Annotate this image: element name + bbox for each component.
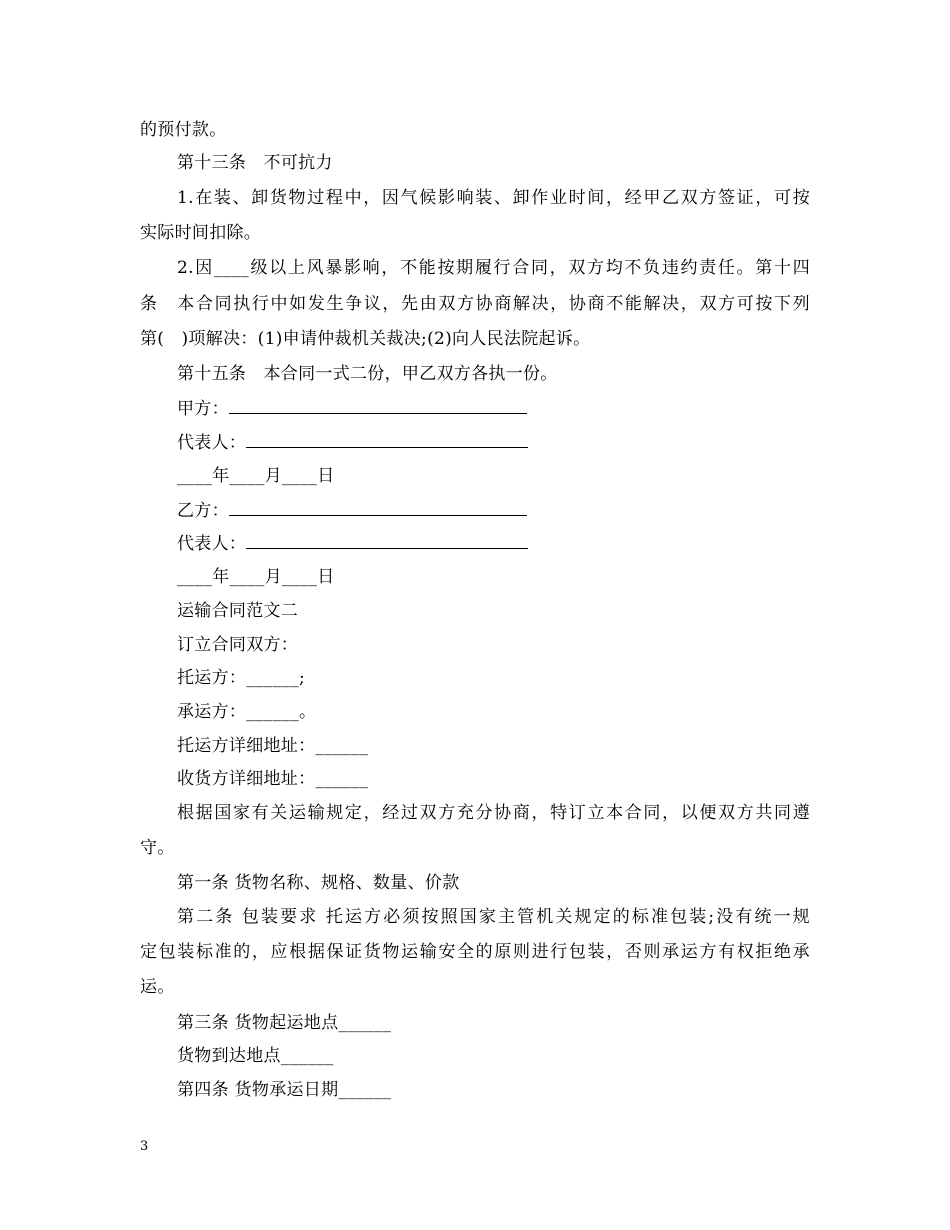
signature-line (246, 432, 528, 448)
carrier-line: 承运方：______。 (177, 702, 317, 722)
representative-label: 代表人： (177, 534, 247, 554)
article-heading: 第十五条 本合同一式二份，甲乙双方各执一份。 (177, 364, 558, 384)
article-heading: 第一条 货物名称、规格、数量、价款 (177, 873, 460, 893)
shipper-line: 托运方：______; (177, 668, 306, 688)
date-line: ____年____月____日 (177, 567, 335, 587)
text-line: 守。 (140, 838, 175, 858)
date-line: ____年____月____日 (177, 466, 335, 486)
section-title: 运输合同范文二 (177, 601, 299, 621)
text-line: 1.在装、卸货物过程中，因气候影响装、卸作业时间，经甲乙双方签证，可按 (177, 188, 810, 208)
party-b-signature-row (177, 500, 527, 522)
text-line: 实际时间扣除。 (140, 223, 262, 243)
article-heading: 第十三条 不可抗力 (177, 153, 333, 173)
text-line: 第二条 包装要求 托运方必须按照国家主管机关规定的标准包装;没有统一规 (177, 907, 810, 927)
article-heading: 第四条 货物承运日期______ (177, 1080, 392, 1100)
signature-line (229, 398, 527, 414)
signature-line (229, 500, 527, 516)
text-line: 货物到达地点______ (177, 1046, 334, 1066)
text-line: 2.因____级以上风暴影响，不能按期履行合同，双方均不负违约责任。第十四 (177, 258, 810, 278)
text-line: 的预付款。 (140, 120, 227, 140)
representative-b-signature-row (177, 533, 528, 555)
party-a-label: 甲方： (177, 399, 229, 419)
shipper-address-line: 托运方详细地址：______ (177, 736, 369, 756)
signature-line (246, 533, 528, 549)
text-line: 订立合同双方： (177, 635, 299, 655)
page-number: 3 (140, 1139, 149, 1154)
text-line: 第( )项解决：(1)申请仲裁机关裁决;(2)向人民法院起诉。 (140, 329, 591, 349)
text-line: 条 本合同执行中如发生争议，先由双方协商解决，协商不能解决，双方可按下列 (140, 294, 810, 314)
representative-label: 代表人： (177, 433, 247, 453)
party-a-signature-row (177, 398, 527, 420)
text-line: 定包装标准的，应根据保证货物运输安全的原则进行包装，否则承运方有权拒绝承 (140, 942, 810, 962)
text-line: 运。 (140, 977, 175, 997)
article-heading: 第三条 货物起运地点______ (177, 1013, 392, 1033)
text-line: 根据国家有关运输规定，经过双方充分协商，特订立本合同，以便双方共同遵 (177, 803, 810, 823)
party-b-label: 乙方： (177, 501, 229, 521)
representative-a-signature-row (177, 432, 528, 454)
consignee-address-line: 收货方详细地址：______ (177, 769, 369, 789)
